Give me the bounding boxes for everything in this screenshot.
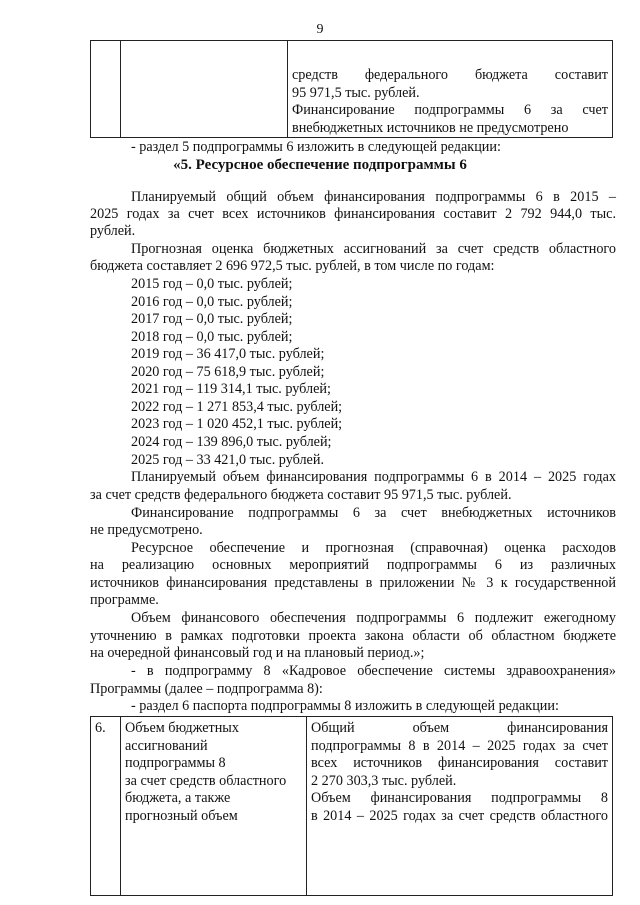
year-line: 2017 год – 0,0 тыс. рублей; <box>131 311 293 327</box>
bottom-table-right-line: подпрограммы 8 в 2014 – 2025 годах за счет <box>311 737 608 754</box>
bottom-table-left-line: за счет средств областного <box>125 772 287 789</box>
paragraph-line: уточнению в рамках подготовки проекта закона области об областном бюджете <box>90 628 616 644</box>
paragraph-line: - в подпрограмму 8 «Кадровое обеспечение системы здравоохранения» <box>131 663 616 679</box>
paragraph-line: на очередной финансовый год и на плановый период.»; <box>90 645 425 661</box>
page-number: 9 <box>316 22 324 37</box>
top-table-line: 95 971,5 тыс. рублей. <box>292 84 420 101</box>
paragraph-line: программе. <box>90 592 159 608</box>
bottom-table-right-line: Общий объем финансирования <box>311 720 608 736</box>
top-table-line: Финансирование подпрограммы 6 за счет <box>292 102 608 118</box>
year-line: 2021 год – 119 314,1 тыс. рублей; <box>131 381 331 397</box>
top-table-cell-text <box>288 41 613 138</box>
bottom-table-right-line: всех источников финансирования составит <box>311 755 608 771</box>
bottom-table-left-line: бюджета, а также <box>125 790 231 806</box>
bottom-table-right-line: Объем финансирования подпрограммы 8 <box>311 790 608 806</box>
paragraph-line: 2025 годах за счет всех источников финансирования составит 2 792 944,0 тыс. <box>90 206 616 222</box>
paragraph-line: не предусмотрено. <box>90 522 203 538</box>
paragraph-line: Программы (далее – подпрограмма 8): <box>90 681 323 697</box>
year-line: 2023 год – 1 020 452,1 тыс. рублей; <box>131 416 343 432</box>
paragraph-line: Финансирование подпрограммы 6 за счет внебюджетных источников <box>131 505 616 521</box>
top-table-line: внебюджетных источников не предусмотрено <box>292 119 569 136</box>
bottom-table-right-line: 2 270 303,3 тыс. рублей. <box>311 772 457 789</box>
year-line: 2022 год – 1 271 853,4 тыс. рублей; <box>131 399 343 415</box>
section-heading: «5. Ресурсное обеспечение подпрограммы 6 <box>173 157 467 173</box>
paragraph-line: Прогнозная оценка бюджетных ассигнований за счет средств областного <box>131 241 616 257</box>
year-line: 2019 год – 36 417,0 тыс. рублей; <box>131 346 325 362</box>
top-table <box>90 40 613 138</box>
paragraph-line: Планируемый общий объем финансирования подпрограммы 6 в 2015 – <box>131 189 616 205</box>
year-line: 2024 год – 139 896,0 тыс. рублей; <box>131 434 332 450</box>
year-line: 2015 год – 0,0 тыс. рублей; <box>131 276 293 292</box>
paragraph-line: Планируемый объем финансирования подпрограммы 6 в 2014 – 2025 годах <box>131 469 616 485</box>
year-line: 2025 год – 33 421,0 тыс. рублей. <box>131 452 324 468</box>
bottom-table-right-cell <box>307 717 613 896</box>
bottom-table-left-cell <box>121 717 307 896</box>
paragraph-line: на реализацию основных мероприятий подпрограммы 6 из различных <box>90 557 616 573</box>
bottom-table-num: 6. <box>91 717 121 896</box>
paragraph-line: Объем финансового обеспечения подпрограммы 6 подлежит ежегодному <box>131 610 616 626</box>
year-line: 2016 год – 0,0 тыс. рублей; <box>131 294 293 310</box>
top-table-line: средств федерального бюджета составит <box>292 67 608 83</box>
top-table-cell-num <box>91 41 121 138</box>
bottom-table <box>90 716 613 896</box>
year-line: 2018 год – 0,0 тыс. рублей; <box>131 329 293 345</box>
paragraph-line: бюджета составляет 2 696 972,5 тыс. рублей, в том числе по годам: <box>90 258 495 274</box>
paragraph-line: Ресурсное обеспечение и прогнозная (справочная) оценка расходов <box>131 540 616 556</box>
bottom-table-left-line: Объем бюджетных <box>125 720 239 736</box>
paragraph-line: рублей. <box>90 223 136 239</box>
top-table-cell-label <box>121 41 288 138</box>
bottom-table-left-line: ассигнований <box>125 737 208 754</box>
bottom-table-left-line: прогнозный объем <box>125 807 238 824</box>
intro-line: - раздел 5 подпрограммы 6 изложить в следующей редакции: <box>131 139 501 155</box>
paragraph-line: за счет средств федерального бюджета составит 95 971,5 тыс. рублей. <box>90 487 512 503</box>
bottom-table-right-line: в 2014 – 2025 годах за счет средств областного <box>311 807 608 824</box>
bottom-table-left-line: подпрограммы 8 <box>125 755 226 771</box>
paragraph-line: источников финансирования представлены в приложении № 3 к государственной <box>90 575 616 591</box>
paragraph-line: - раздел 6 паспорта подпрограммы 8 изложить в следующей редакции: <box>131 698 559 714</box>
year-line: 2020 год – 75 618,9 тыс. рублей; <box>131 364 325 380</box>
